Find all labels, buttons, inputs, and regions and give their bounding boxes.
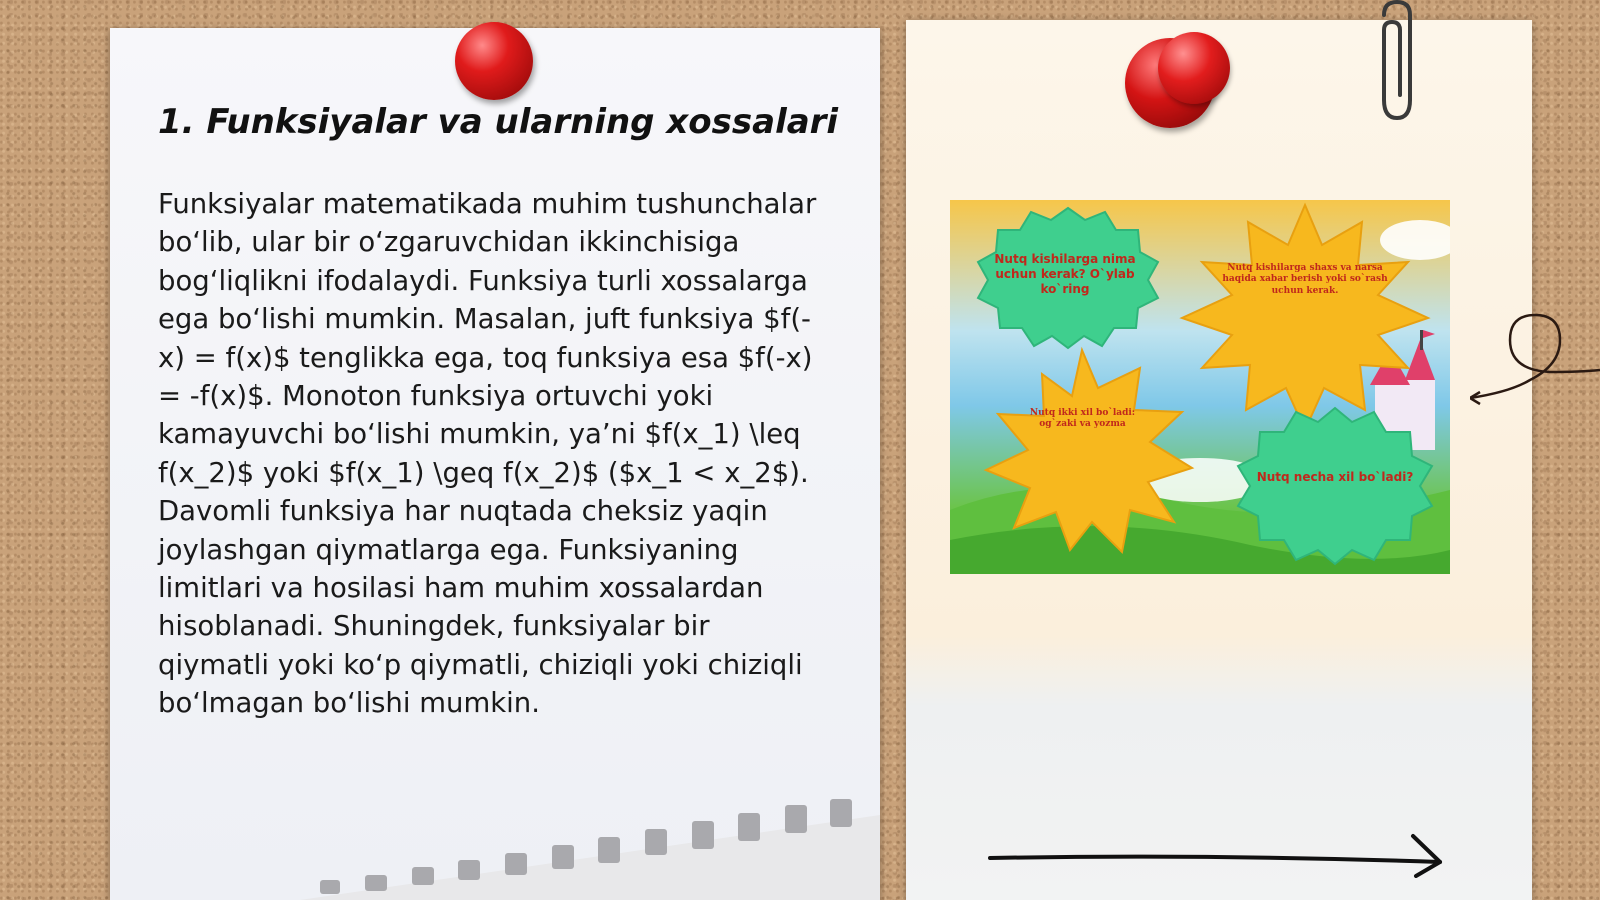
push-pin-icon — [1158, 32, 1230, 104]
paperclip-icon — [1372, 0, 1422, 125]
body-paragraph: Funksiyalar matematikada muhim tushunchalar bo‘lib, ular bir o‘zgaruvchidan ikkinchisiga bog‘liqlikni ifodalaydi. Funksiya turli xossalarga ega bo‘lishi mumkin. Masalan, juft funksiya $f(-x) = f(x)$ tenglikka ega, toq funksiya esa $f(-x) = -f(x)$. Monoton funksiya ortuvchi yoki kamayuvchi bo‘lishi mumkin, ya’ni $f(x_1) \leq f(x_2)$ yoki $f(x_1) \geq f(x_2)$ ($x_1 < x_2$). Davomli funksiya har nuqtada cheksiz yaqin joylashgan qiymatlarga ega. Funksiyaning limitlari va hosilasi ham muhim xossalardan hisoblanadi. Shuningdek, funksiyalar bir qiymatli yoki ko‘p qiymatli, chiziqli yoki chiziqli bo‘lmagan bo‘lishi mumkin. — [158, 188, 817, 720]
bubble-top-right-text: Nutq kishilarga shaxs va narsa haqida xabar berish yoki so`rash uchun kerak. — [1222, 263, 1388, 296]
arrow-right-icon — [988, 828, 1448, 878]
bubble-middle-left-text: Nutq ikki xil bo`ladi: og`zaki va yozma — [1029, 408, 1136, 430]
bubble-top-left-text: Nutq kishilarga nima uchun kerak? O`ylab ko`ring — [994, 252, 1136, 296]
torn-spiral-edge — [300, 795, 880, 900]
push-pin-icon — [455, 22, 533, 100]
slide-image — [950, 200, 1450, 574]
string-loop-decoration — [1470, 310, 1600, 410]
page-title: 1. Funksiyalar va ularning xossalari — [158, 102, 839, 142]
bubble-bottom-right-text: Nutq necha xil bo`ladi? — [1256, 470, 1414, 484]
